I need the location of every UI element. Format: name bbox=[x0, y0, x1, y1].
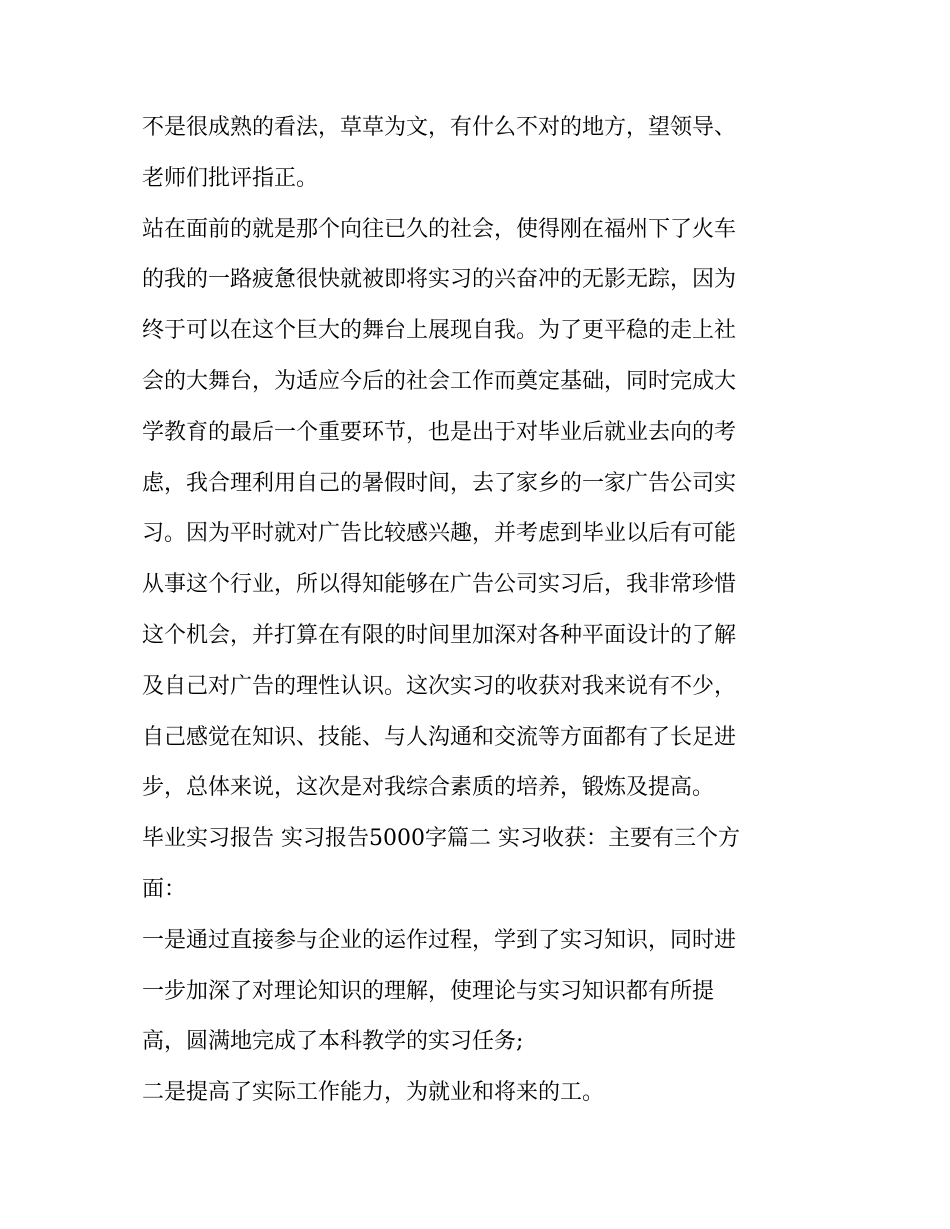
text-line: 不是很成熟的看法，草草为文，有什么不对的地方，望领导、 bbox=[142, 115, 737, 140]
text-line: 习。因为平时就对广告比较感兴趣，并考虑到毕业以后有可能 bbox=[142, 521, 737, 547]
text-line: 一步加深了对理论知识的理解，使理论与实习知识都有所提 bbox=[142, 978, 715, 1004]
document-page bbox=[142, 103, 822, 1119]
text-line: 及自己对广告的理性认识。这次实习的收获对我来说有不少， bbox=[142, 673, 737, 699]
text-line: 面： bbox=[142, 876, 187, 902]
text-line: 自己感觉在知识、技能、与人沟通和交流等方面都有了长足进 bbox=[142, 724, 737, 750]
text-line: 步，总体来说，这次是对我综合素质的培养，锻炼及提高。 bbox=[142, 775, 715, 801]
text-line: 的我的一路疲惫很快就被即将实习的兴奋冲的无影无踪，因为 bbox=[142, 267, 737, 293]
text-line: 这个机会，并打算在有限的时间里加深对各种平面设计的了解 bbox=[142, 622, 737, 648]
text-line: 一是通过直接参与企业的运作过程，学到了实习知识，同时进 bbox=[142, 927, 737, 953]
text-line: 虑，我合理利用自己的暑假时间，去了家乡的一家广告公司实 bbox=[142, 470, 737, 496]
text-line: 终于可以在这个巨大的舞台上展现自我。为了更平稳的走上社 bbox=[142, 318, 737, 344]
text-line: 学教育的最后一个重要环节，也是出于对毕业后就业去向的考 bbox=[142, 419, 737, 445]
text-line: 站在面前的就是那个向往已久的社会，使得刚在福州下了火车 bbox=[142, 216, 737, 242]
text-line: 高，圆满地完成了本科教学的实习任务; bbox=[142, 1029, 524, 1055]
text-line: 从事这个行业，所以得知能够在广告公司实习后，我非常珍惜 bbox=[142, 572, 737, 598]
text-line: 毕业实习报告 实习报告5000字篇二 实习收获：主要有三个方 bbox=[142, 826, 740, 852]
text-line: 会的大舞台，为适应今后的社会工作而奠定基础，同时完成大 bbox=[142, 368, 737, 394]
text-line: 老师们批评指正。 bbox=[142, 165, 319, 191]
text-line: 二是提高了实际工作能力，为就业和将来的工。 bbox=[142, 1080, 605, 1106]
